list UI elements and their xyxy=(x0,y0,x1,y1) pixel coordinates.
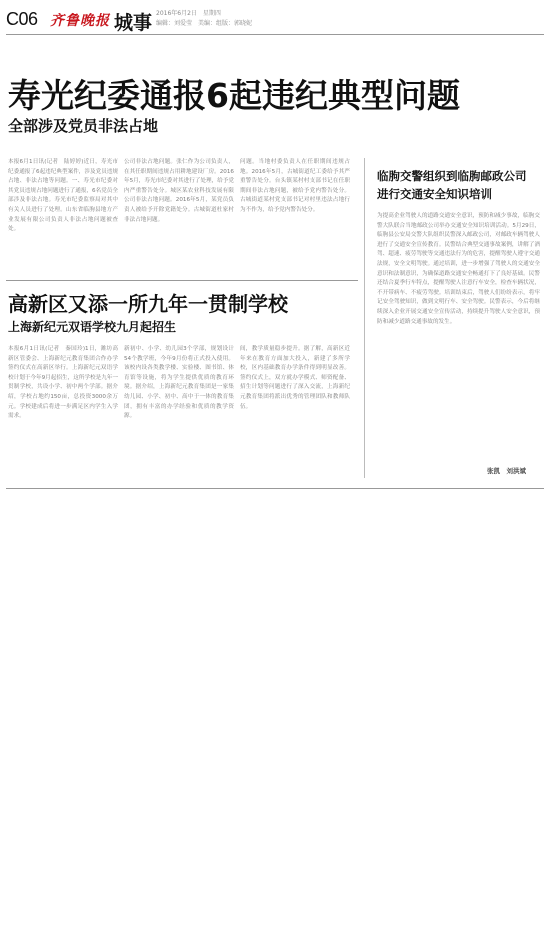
article1-column-2: 公司非法占地问题。张仁作为公司负责人，在其任职期间违规占用耕地建设厂房。2016年5月，寿光市纪委对其进行了处理，给予党内严重警告处分。城区某农业科技发展有限公司非法占地问题。2016年5月，某党员负责人被给予开除党籍处分。古城街道杜家村非法占地问题。 xyxy=(124,159,234,223)
page-header xyxy=(6,6,544,32)
sidebar-divider xyxy=(364,158,365,478)
article1-headline: 寿光纪委通报6起违纪典型问题 xyxy=(8,76,460,115)
article2-column-3: 间，教学质量稳步提升。据了解，高新区近年来在教育方面加大投入，新建了多所学校，区内基础教育办学条件得到明显改善。签约仪式上，双方就办学模式、师资配备、招生计划等问题进行了深入交流，上海新纪元教育集团将派出优秀的管理团队和教师队伍。 xyxy=(240,346,350,410)
article2-top-rule xyxy=(6,280,358,281)
article1-column-1: 本报6月1日讯(记者 陆婷婷)近日，寿光市纪委通报了6起违纪典型案件，涉及党员违规占地、非法占地等问题。一、寿光市纪委对其党员违规占地问题进行了通报，6名党员全部涉及非法占地。寿光市纪委监察局对其中有关人员进行了处理。山东省临朐县地方产业发展有限公司负责人非法占地问题被查处。 xyxy=(8,159,118,233)
article2-subhead: 上海新纪元双语学校九月起招生 xyxy=(8,320,177,334)
issue-date: 2016年6月2日 星期四 xyxy=(156,10,221,17)
sidebar-author: 张凯 刘洪斌 xyxy=(487,467,526,475)
article2-headline: 高新区又添一所九年一贯制学校 xyxy=(8,292,288,316)
article1-subhead: 全部涉及党员非法占地 xyxy=(8,117,159,135)
bottom-rule xyxy=(6,488,544,489)
newspaper-logo: 齐鲁晚报 xyxy=(50,13,110,29)
article2-column-1: 本报6月1日讯(记者 秦国玲)1日，潍坊高新区管委会、上海新纪元教育集团合作办学签约仪式在高新区举行。上海新纪元双语学校计划于今年9月起招生，这所学校是九年一贯制学校，共设小学、初中两个学部。据介绍，学校占地约150亩，总投资3000余万元。学校建成后将进一步满足区内学生入学需求。 xyxy=(8,346,118,420)
sidebar-title-line2: 进行交通安全知识培训 xyxy=(377,187,492,201)
sidebar-title-line1: 临朐交警组织到临朐邮政公司 xyxy=(377,169,527,183)
header-rule xyxy=(6,34,544,35)
sidebar-body: 为提高企业驾驶人的道路交通安全意识，预防和减少事故，临朐交警大队联合当地邮政公司举办交通安全知识培训活动。5月29日，临朐县公安局交警大队组织民警深入邮政公司，对邮政车辆驾驶人进行了交通安全宣传教育。民警结合典型交通事故案例，讲解了酒驾、超速、疲劳驾驶等交通违法行为的危害，提醒驾驶人遵守交通法规，安全文明驾驶。通过培训，进一步增强了驾驶人的交通安全意识和法制意识，为确保道路交通安全畅通打下了良好基础。民警还结合夏季行车特点，提醒驾驶人注意行车安全，检查车辆状况，不开带病车、不疲劳驾驶。培训结束后，驾驶人们纷纷表示，将牢记安全驾驶知识，做到文明行车、安全驾驶。民警表示，今后将继续深入企业开展交通安全宣传活动，持续提升驾驶人安全意识，预防和减少道路交通事故的发生。 xyxy=(377,213,540,325)
editor-credits: 编辑：刘爱莹 美编：组版：郭晓妮 xyxy=(156,20,253,27)
page-number: C06 xyxy=(6,9,38,29)
section-name: 城事 xyxy=(114,12,153,34)
article2-column-2: 新初中、小学、幼儿园3个学部，规划设计54个教学班，今年9月份将正式投入使用。该校内设各类教学楼、实验楼、图书馆、体育馆等设施，将为学生提供优质的教育环境。据介绍，上海新纪元教育集团是一家集幼儿园、小学、初中、高中于一体的教育集团，拥有丰富的办学经验和优质的教学资源。 xyxy=(124,346,234,420)
article1-column-3: 问题。当地村委负责人在任职期间违规占地。2016年5月，古城街道纪工委给予其严重警告处分。台头镇某村村支部书记在任职期间非法占地问题，被给予党内警告处分。古城街道某村党支部书记对村里违法占地行为不作为，给予党内警告处分。 xyxy=(240,159,350,213)
